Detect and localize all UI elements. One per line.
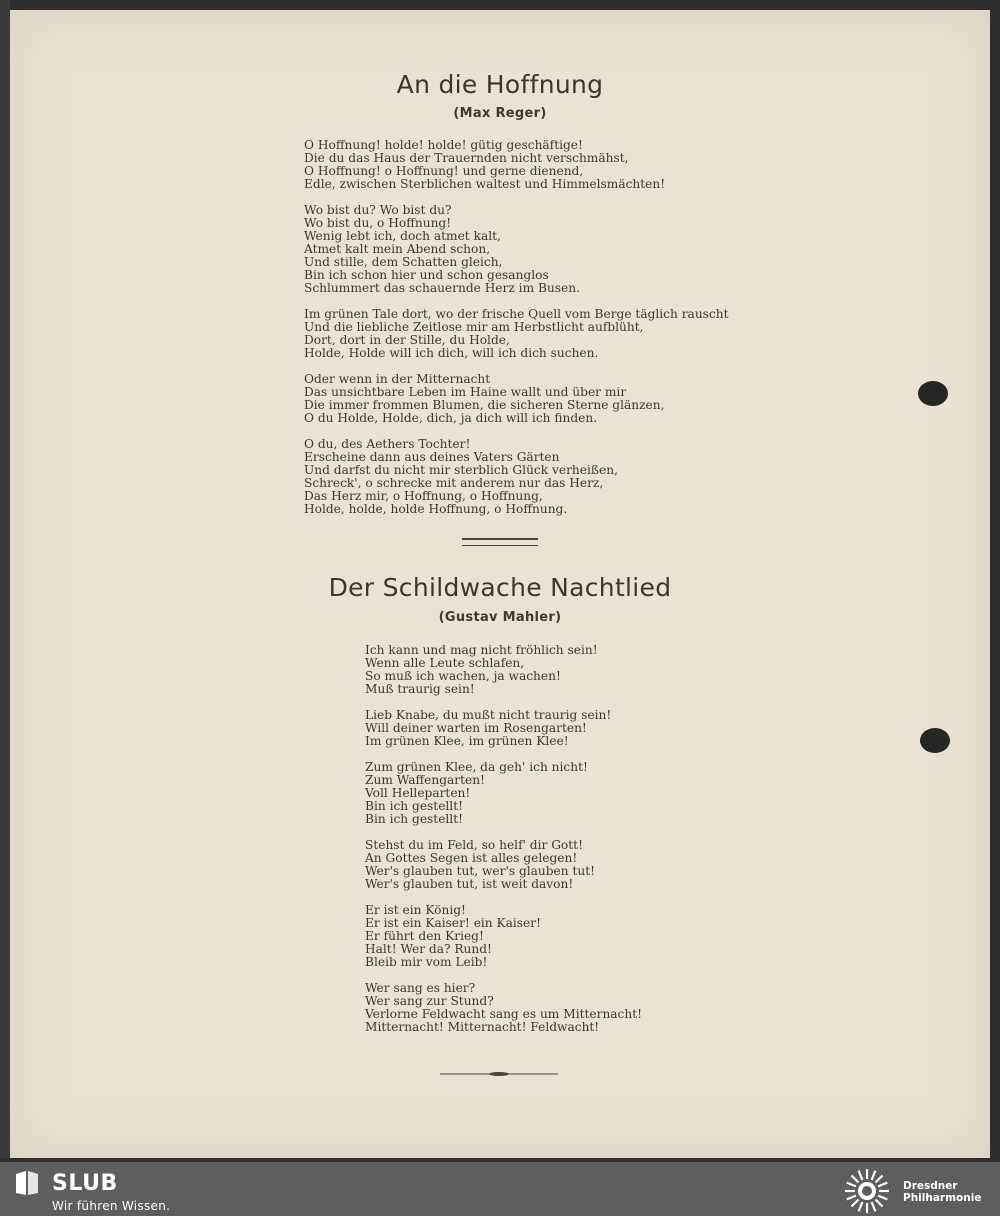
song1-lyrics <box>304 139 729 529</box>
slub-tagline: Wir führen Wissen. <box>52 1199 171 1213</box>
lyric-line: Oder wenn in der Mitternacht <box>304 372 491 386</box>
stanza <box>304 373 729 425</box>
lyric-line: Schreck', o schrecke mit anderem nur das Herz, <box>304 476 604 490</box>
lyric-line: Erscheine dann aus deines Vaters Gärten <box>304 450 560 464</box>
stanza <box>304 139 729 191</box>
lyric-line: Ich kann und mag nicht fröhlich sein! <box>365 643 598 657</box>
lyric-line: Halt! Wer da? Rund! <box>365 942 492 956</box>
lyric-line: Wer's glauben tut, wer's glauben tut! <box>365 864 596 878</box>
lyric-line: Wo bist du, o Hoffnung! <box>304 216 452 230</box>
lyric-line: An Gottes Segen ist alles gelegen! <box>365 851 578 865</box>
song1-composer: (Max Reger) <box>453 106 547 121</box>
lyric-line: Im grünen Klee, im grünen Klee! <box>365 734 569 748</box>
lyric-line: O du Holde, Holde, dich, ja dich will ich finden. <box>304 411 598 425</box>
lyric-line: Schlummert das schauernde Herz im Busen. <box>304 281 580 295</box>
lyric-line: So muß ich wachen, ja wachen! <box>365 669 561 683</box>
section-divider <box>462 538 538 546</box>
lyric-line: Holde, holde, holde Hoffnung, o Hoffnung. <box>304 502 568 516</box>
philharmonie-name-line2: Philharmonie <box>903 1192 982 1204</box>
document-page <box>10 10 990 1158</box>
lyric-line: Er ist ein Kaiser! ein Kaiser! <box>365 916 541 930</box>
stanza <box>365 839 642 891</box>
lyric-line: Holde, Holde will ich dich, will ich dich suchen. <box>304 346 599 360</box>
lyric-line: Edle, zwischen Sterblichen waltest und Himmelsmächten! <box>304 177 666 191</box>
song1-title: An die Hoffnung <box>396 70 604 99</box>
lyric-line: Er führt den Krieg! <box>365 929 484 943</box>
lyric-line: Wer sang zur Stund? <box>365 994 494 1008</box>
stanza <box>365 644 642 696</box>
lyric-line: Bin ich gestellt! <box>365 799 463 813</box>
lyric-line: Stehst du im Feld, so helf' dir Gott! <box>365 838 583 852</box>
slub-logo-icon <box>12 1168 42 1198</box>
lyric-line: Bin ich gestellt! <box>365 812 463 826</box>
lyric-line: Wenig lebt ich, doch atmet kalt, <box>304 229 501 243</box>
song2-lyrics <box>365 644 642 1047</box>
lyric-line: Er ist ein König! <box>365 903 466 917</box>
lyric-line: Die du das Haus der Trauernden nicht verschmähst, <box>304 151 629 165</box>
lyric-line: Das Herz mir, o Hoffnung, o Hoffnung, <box>304 489 543 503</box>
stanza <box>304 308 729 360</box>
punch-hole <box>918 381 948 406</box>
lyric-line: Und stille, dem Schatten gleich, <box>304 255 503 269</box>
punch-hole <box>920 728 950 753</box>
slub-name[interactable]: SLUB <box>52 1171 118 1196</box>
lyric-line: O du, des Aethers Tochter! <box>304 437 471 451</box>
philharmonie-name-line1: Dresdner <box>903 1180 958 1192</box>
lyric-line: Wer's glauben tut, ist weit davon! <box>365 877 574 891</box>
lyric-line: Zum Waffengarten! <box>365 773 485 787</box>
lyric-line: Will deiner warten im Rosengarten! <box>365 721 587 735</box>
stanza <box>365 982 642 1034</box>
song2-title: Der Schildwache Nachtlied <box>328 573 672 602</box>
song2-composer: (Gustav Mahler) <box>438 610 562 625</box>
philharmonie-name[interactable] <box>903 1180 981 1204</box>
lyric-line: Voll Helleparten! <box>365 786 471 800</box>
lyric-line: Die immer frommen Blumen, die sicheren Sterne glänzen, <box>304 398 665 412</box>
lyric-line: Lieb Knabe, du mußt nicht traurig sein! <box>365 708 612 722</box>
lyric-line: O Hoffnung! holde! holde! gütig geschäftige! <box>304 138 583 152</box>
lyric-line: Dort, dort in der Stille, du Holde, <box>304 333 510 347</box>
footer-bar <box>0 1162 1000 1216</box>
lyric-line: Und darfst du nicht mir sterblich Glück verheißen, <box>304 463 618 477</box>
lyric-line: Bin ich schon hier und schon gesanglos <box>304 268 549 282</box>
end-ornament <box>440 1071 558 1077</box>
scan-edge <box>0 0 10 1158</box>
stanza <box>304 438 729 516</box>
lyric-line: Bleib mir vom Leib! <box>365 955 488 969</box>
stanza <box>365 904 642 969</box>
lyric-line: Im grünen Tale dort, wo der frische Quell vom Berge täglich rauscht <box>304 307 729 321</box>
lyric-line: O Hoffnung! o Hoffnung! und gerne dienend, <box>304 164 584 178</box>
lyric-line: Wer sang es hier? <box>365 981 476 995</box>
lyric-line: Verlorne Feldwacht sang es um Mitternacht! <box>365 1007 643 1021</box>
lyric-line: Wenn alle Leute schlafen, <box>365 656 525 670</box>
lyric-line: Und die liebliche Zeitlose mir am Herbstlicht aufblüht, <box>304 320 644 334</box>
lyric-line: Muß traurig sein! <box>365 682 475 696</box>
lyric-line: Wo bist du? Wo bist du? <box>304 203 452 217</box>
stanza <box>365 709 642 748</box>
philharmonie-logo-icon <box>842 1166 892 1216</box>
lyric-line: Zum grünen Klee, da geh' ich nicht! <box>365 760 588 774</box>
lyric-line: Das unsichtbare Leben im Haine wallt und über mir <box>304 385 627 399</box>
stanza <box>365 761 642 826</box>
stanza <box>304 204 729 295</box>
lyric-line: Mitternacht! Mitternacht! Feldwacht! <box>365 1020 600 1034</box>
lyric-line: Atmet kalt mein Abend schon, <box>304 242 491 256</box>
